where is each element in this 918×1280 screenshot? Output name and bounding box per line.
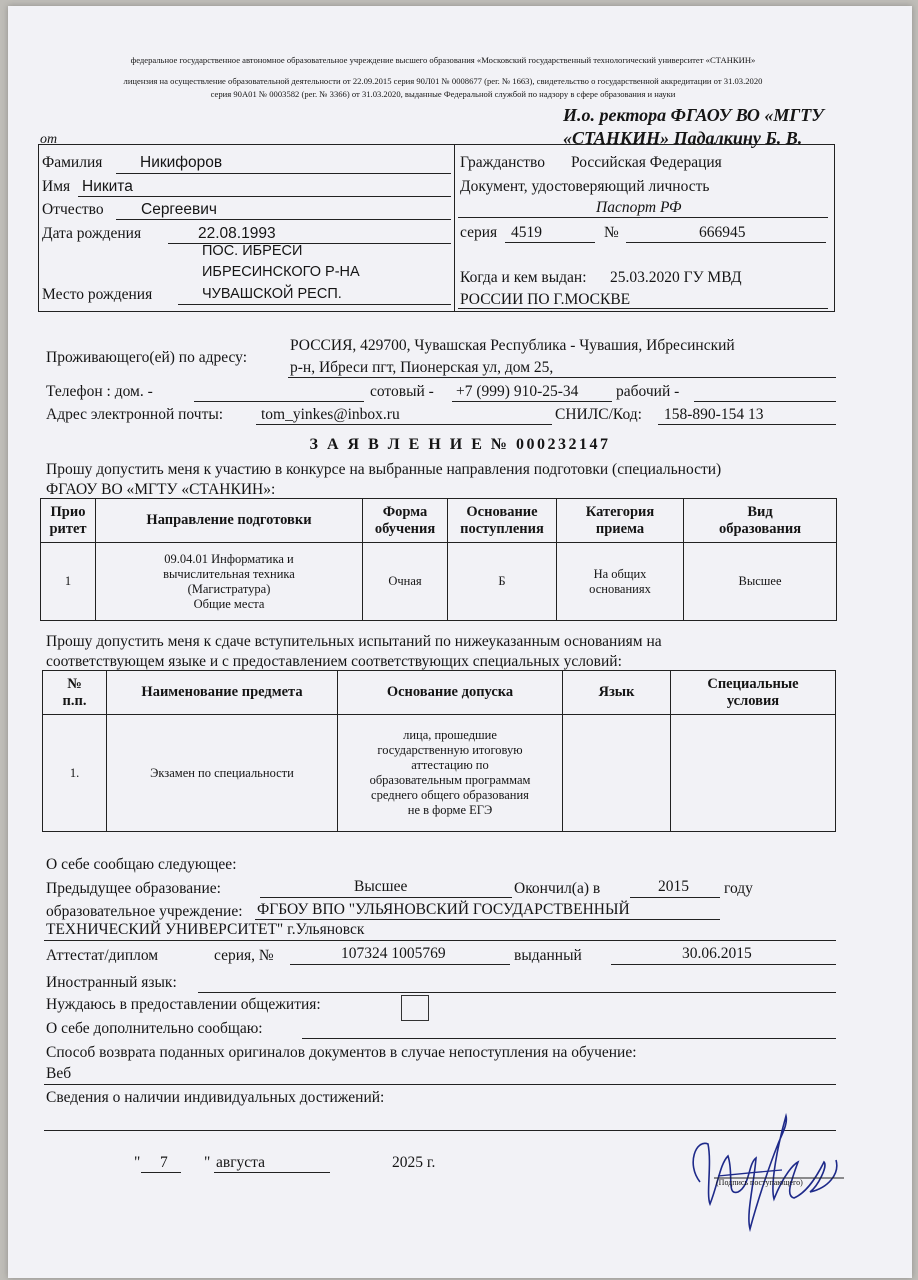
cell-admission-basis: лица, прошедшие государственную итоговую аттестацию по образовательным программам среднего общего образования не в форме ЕГЭ — [338, 715, 563, 832]
year-label: году — [724, 880, 753, 897]
id-doc-label: Документ, удостоверяющий личность — [460, 178, 710, 195]
col-basis: Основание поступления — [448, 499, 557, 543]
col-direction: Направление подготовки — [96, 499, 363, 543]
institution-line-2: ТЕХНИЧЕСКИЙ УНИВЕРСИТЕТ" г.Ульяновск — [46, 921, 365, 938]
patronymic-line — [116, 219, 451, 220]
birthdate-value: 22.08.1993 — [198, 225, 276, 242]
col-priority: Прио ритет — [41, 499, 96, 543]
application-form-page — [8, 6, 912, 1278]
id-doc-line — [458, 217, 828, 218]
birthdate-label: Дата рождения — [42, 225, 142, 242]
prev-edu-value: Высшее — [354, 878, 408, 895]
return-line — [44, 1084, 836, 1085]
mobile-label: сотовый - — [370, 383, 434, 400]
col-form: Форма обучения — [363, 499, 448, 543]
cell-basis: Б — [448, 543, 557, 621]
graduated-year: 2015 — [658, 878, 689, 895]
cell-education: Высшее — [684, 543, 837, 621]
col-admission-basis: Основание допуска — [338, 671, 563, 715]
foreign-lang-line — [198, 992, 836, 993]
issued-line-2: РОССИИ ПО Г.МОСКВЕ — [460, 291, 631, 308]
address-label: Проживающего(ей) по адресу: — [46, 349, 248, 366]
prev-edu-line — [260, 897, 512, 898]
signature — [678, 1104, 858, 1239]
cell-special-conditions — [671, 715, 836, 832]
birthplace-line — [178, 304, 451, 305]
surname-label: Фамилия — [42, 154, 103, 171]
number-value: 666945 — [699, 224, 746, 241]
diploma-number-line — [290, 964, 510, 965]
date-day: 7 — [160, 1154, 168, 1171]
snils-value: 158-890-154 13 — [664, 406, 764, 423]
signature-caption: (Подпись поступающего) — [716, 1178, 803, 1187]
issued-line — [458, 308, 828, 309]
foreign-lang-label: Иностранный язык: — [46, 974, 177, 991]
cell-subject: Экзамен по специальности — [107, 715, 338, 832]
recipient-line-2: «СТАНКИН» Падалкину Б. В. — [563, 128, 803, 148]
address-line — [288, 377, 836, 378]
date-quote-open: " — [134, 1154, 141, 1171]
diploma-issued-date: 30.06.2015 — [682, 945, 752, 962]
email-line — [256, 424, 552, 425]
exams-header-row — [43, 671, 836, 715]
extra-line — [302, 1038, 836, 1039]
patronymic-label: Отчество — [42, 201, 104, 218]
citizenship-value: Российская Федерация — [571, 154, 722, 171]
birthplace-line-2: ИБРЕСИНСКОГО Р-НА — [202, 264, 360, 280]
achievements-label: Сведения о наличии индивидуальных достижений: — [46, 1089, 385, 1106]
surname-value: Никифоров — [140, 154, 223, 171]
box-divider — [454, 145, 455, 311]
mobile-line — [452, 401, 612, 402]
table-row — [43, 715, 836, 832]
header-line-2: лицензия на осуществление образовательной деятельности от 22.09.2015 серия 90Л01 № 0008677 (рег. № 1663), свидетельство о государственной аккредитации от 31.03.2020 — [123, 76, 763, 86]
directions-table — [40, 498, 837, 621]
diploma-issued-label: выданный — [514, 947, 582, 964]
date-month-line — [214, 1172, 330, 1173]
phone-home-line — [194, 401, 364, 402]
dorm-checkbox[interactable] — [401, 995, 429, 1021]
number-line — [626, 242, 826, 243]
series-label: серия — [460, 224, 498, 241]
date-day-line — [141, 1172, 181, 1173]
cell-category: На общих основаниях — [557, 543, 684, 621]
snils-label: СНИЛС/Код: — [555, 406, 642, 423]
date-month: августа — [216, 1154, 266, 1171]
birthplace-label: Место рождения — [42, 286, 153, 303]
header-line-3: серия 90А01 № 0003582 (рег. № 3366) от 31.03.2020, выданные Федеральной службой по надзору в сфере образования и науки — [210, 89, 676, 99]
from-label: от — [40, 132, 58, 147]
graduated-label: Окончил(а) в — [514, 880, 601, 897]
mobile-value: +7 (999) 910-25-34 — [456, 383, 579, 400]
surname-line — [116, 173, 451, 174]
institution-line-a — [255, 919, 720, 920]
request-text-line-2: ФГАОУ ВО «МГТУ «СТАНКИН»: — [46, 481, 276, 498]
email-label: Адрес электронной почты: — [46, 406, 224, 423]
patronymic-value: Сергеевич — [141, 201, 217, 218]
work-line — [694, 401, 836, 402]
col-education: Вид образования — [684, 499, 837, 543]
exams-table — [42, 670, 836, 832]
address-line-2: р-н, Ибреси пгт, Пионерская ул, дом 25, — [290, 359, 554, 376]
extra-label: О себе дополнительно сообщаю: — [46, 1020, 263, 1037]
return-value: Веб — [46, 1065, 72, 1082]
date-year: 2025 г. — [392, 1154, 436, 1171]
cell-priority: 1 — [41, 543, 96, 621]
prev-edu-label: Предыдущее образование: — [46, 880, 221, 897]
request-text-line-1: Прошу допустить меня к участию в конкурсе на выбранные направления подготовки (специальности) — [46, 461, 722, 478]
issued-label: Когда и кем выдан: — [460, 269, 587, 286]
id-doc-value: Паспорт РФ — [596, 199, 682, 216]
diploma-number: 107324 1005769 — [341, 945, 446, 962]
header-line-1: федеральное государственное автономное образовательное учреждение высшего образования «Московский государственный технологический университет «СТАНКИН» — [130, 55, 756, 65]
col-language: Язык — [563, 671, 671, 715]
cell-form: Очная — [363, 543, 448, 621]
series-value: 4519 — [511, 224, 542, 241]
address-line-1: РОССИЯ, 429700, Чувашская Республика - Чувашия, Ибресинский — [290, 337, 735, 354]
series-line — [505, 242, 595, 243]
col-num: № п.п. — [43, 671, 107, 715]
name-label: Имя — [42, 178, 71, 195]
diploma-label: Аттестат/диплом — [46, 947, 159, 964]
graduated-year-line — [630, 897, 720, 898]
name-line — [78, 196, 451, 197]
table-row — [41, 543, 837, 621]
birthplace-line-3: ЧУВАШСКОЙ РЕСП. — [202, 286, 342, 302]
recipient-line-1: И.о. ректора ФГАОУ ВО «МГТУ — [563, 105, 824, 125]
birthplace-line-1: ПОС. ИБРЕСИ — [202, 243, 303, 259]
application-title: З А Я В Л Е Н И Е № 000232147 — [309, 436, 611, 453]
email-value: tom_yinkes@inbox.ru — [261, 406, 400, 423]
date-quote-close: " — [204, 1154, 211, 1171]
institution-line-b — [44, 940, 836, 941]
name-value: Никита — [82, 178, 133, 195]
work-label: рабочий - — [616, 383, 680, 400]
institution-label: образовательное учреждение: — [46, 903, 243, 920]
diploma-issued-line — [611, 964, 836, 965]
exam-text-line-1: Прошу допустить меня к сдаче вступительных испытаний по нижеуказанным основаниям на — [46, 633, 662, 650]
number-label: № — [604, 224, 619, 241]
institution-line-1: ФГБОУ ВПО "УЛЬЯНОВСКИЙ ГОСУДАРСТВЕННЫЙ — [257, 901, 630, 918]
snils-line — [658, 424, 836, 425]
cell-direction: 09.04.01 Информатика и вычислительная техника (Магистратура) Общие места — [96, 543, 363, 621]
about-intro: О себе сообщаю следующее: — [46, 856, 237, 873]
issued-line-1: 25.03.2020 ГУ МВД — [610, 269, 742, 286]
diploma-series-label: серия, № — [214, 947, 274, 964]
cell-num: 1. — [43, 715, 107, 832]
col-special-conditions: Специальные условия — [671, 671, 836, 715]
phone-home-label: Телефон : дом. - — [46, 383, 153, 400]
directions-header-row — [41, 499, 837, 543]
dorm-label: Нуждаюсь в предоставлении общежития: — [46, 996, 321, 1013]
cell-language — [563, 715, 671, 832]
return-label: Способ возврата поданных оригиналов документов в случае непоступления на обучение: — [46, 1044, 637, 1061]
col-subject: Наименование предмета — [107, 671, 338, 715]
col-category: Категория приема — [557, 499, 684, 543]
exam-text-line-2: соответствующем языке и с предоставлением соответствующих специальных условий: — [46, 653, 622, 670]
citizenship-label: Гражданство — [460, 154, 546, 171]
